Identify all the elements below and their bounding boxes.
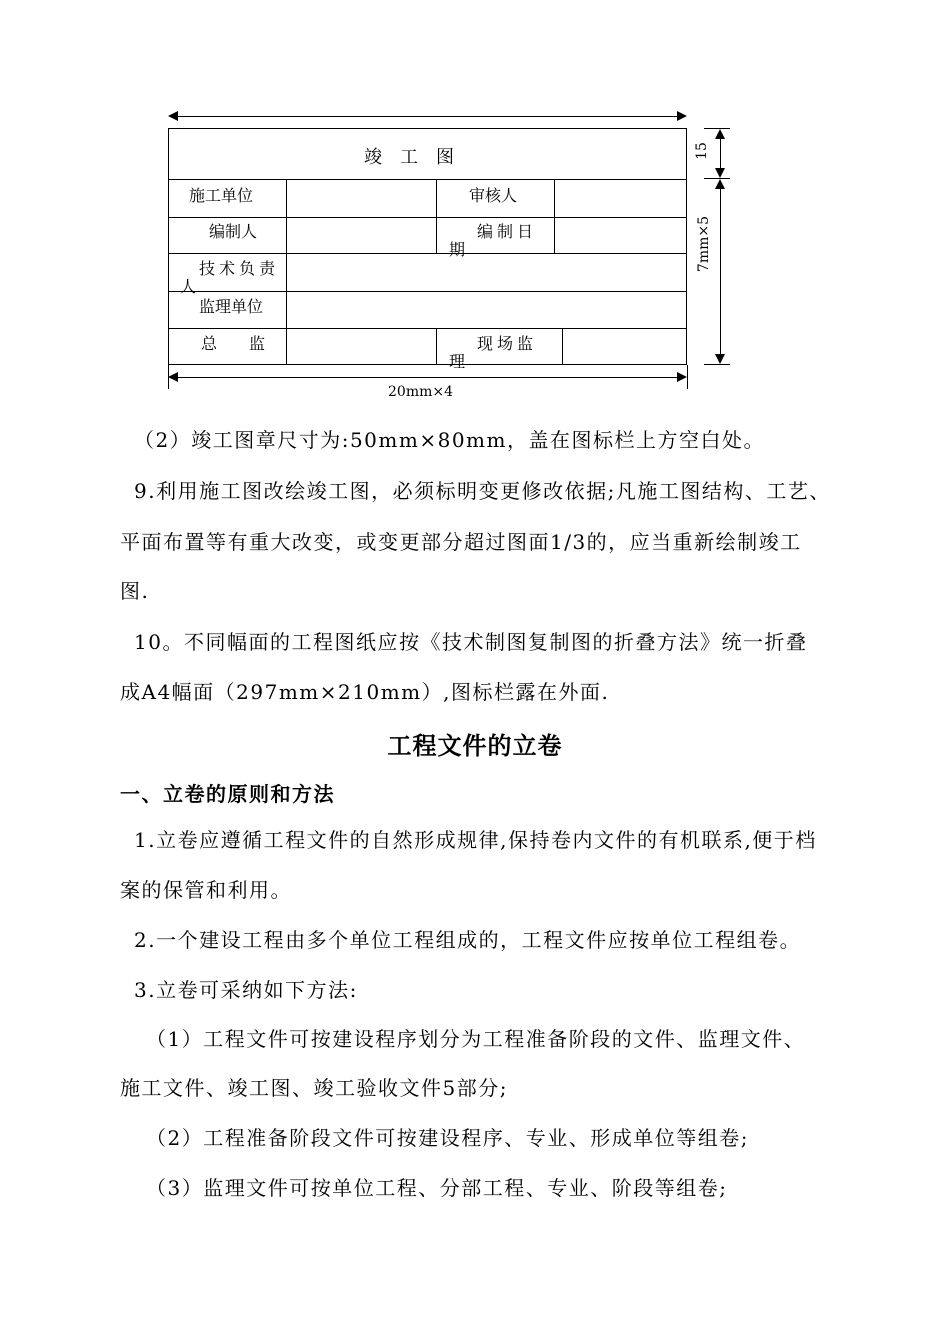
stamp-table: [168, 128, 687, 371]
column-divider: [554, 217, 555, 253]
method-2: （2）工程准备阶段文件可按建设程序、专业、形成单位等组卷;: [146, 1126, 749, 1150]
cell-compiler: 编制人: [209, 222, 258, 241]
bottom-dimension-arrow-right: [677, 372, 687, 382]
cell-tech-lead: 技术负责人: [180, 259, 280, 296]
row-divider: [169, 328, 686, 329]
column-divider: [436, 179, 437, 217]
row-divider: [169, 253, 686, 254]
cell-chief-supervisor: 总 监: [201, 334, 266, 353]
right-dimension-tick: [704, 364, 730, 365]
column-divider: [286, 179, 287, 365]
paragraph-9-line1: 9.利用施工图改绘竣工图，必须标明变更修改依据;凡施工图结构、工艺、: [134, 479, 831, 503]
rows-height-dimension-line: [720, 188, 721, 354]
cell-supervision-unit: 监理单位: [199, 297, 264, 316]
method-3: （3）监理文件可按单位工程、分部工程、专业、阶段等组卷;: [146, 1176, 728, 1200]
rows-height-arrow-down: [715, 354, 725, 364]
cell-reviewer: 审核人: [469, 186, 518, 205]
column-divider: [436, 328, 437, 365]
paragraph-9-line3: 图.: [120, 579, 150, 603]
method-1-line1: （1）工程文件可按建设程序划分为工程准备阶段的文件、监理文件、: [146, 1027, 806, 1051]
cell-site-supervisor: 现场监理: [449, 334, 538, 371]
top-height-arrow-up: [715, 129, 725, 139]
row-divider: [169, 179, 686, 180]
rows-height-label: 7mm×5: [696, 215, 712, 273]
top-height-label: 15: [694, 142, 710, 160]
completion-stamp-diagram: [0, 0, 950, 410]
bottom-dimension-tick: [687, 365, 688, 389]
item-1-line1: 1.立卷应遵循工程文件的自然形成规律,保持卷内文件的有机联系,便于档: [134, 828, 817, 852]
top-dimension-arrow-right: [677, 111, 687, 121]
method-1-line2: 施工文件、竣工图、竣工验收文件5部分;: [120, 1076, 508, 1100]
top-dimension-line: [178, 116, 678, 117]
section-title: 工程文件的立卷: [387, 732, 563, 760]
row-divider: [169, 217, 686, 218]
top-height-dimension-line: [720, 138, 721, 168]
cell-compile-date: 编制日期: [449, 222, 538, 259]
top-height-arrow-down: [715, 168, 725, 178]
paragraph-9-line2: 平面布置等有重大改变，或变更部分超过图面1/3的，应当重新绘制竣工: [120, 530, 802, 554]
stamp-title: 竣 工 图: [364, 147, 454, 168]
bottom-dimension-line: [178, 377, 678, 378]
paragraph-stamp-size: （2）竣工图章尺寸为:50mm×80mm，盖在图标栏上方空白处。: [134, 428, 765, 452]
rows-height-arrow-up: [715, 179, 725, 189]
item-2: 2.一个建设工程由多个单位工程组成的，工程文件应按单位工程组卷。: [134, 928, 802, 952]
paragraph-10-line2: 成A4幅面（297mm×210mm）,图标栏露在外面.: [120, 680, 610, 704]
cell-construction-unit: 施工单位: [189, 186, 254, 205]
item-3: 3.立卷可采纳如下方法:: [134, 978, 358, 1002]
top-dimension-arrow-left: [168, 111, 178, 121]
subsection-title: 一、立卷的原则和方法: [120, 782, 335, 806]
bottom-width-label: 20mm×4: [388, 384, 454, 400]
bottom-dimension-arrow-left: [168, 372, 178, 382]
column-divider: [562, 328, 563, 365]
column-divider: [436, 217, 437, 253]
paragraph-10-line1: 10。不同幅面的工程图纸应按《技术制图复制图的折叠方法》统一折叠: [134, 630, 808, 654]
column-divider: [554, 179, 555, 217]
item-1-line2: 案的保管和利用。: [120, 878, 292, 902]
